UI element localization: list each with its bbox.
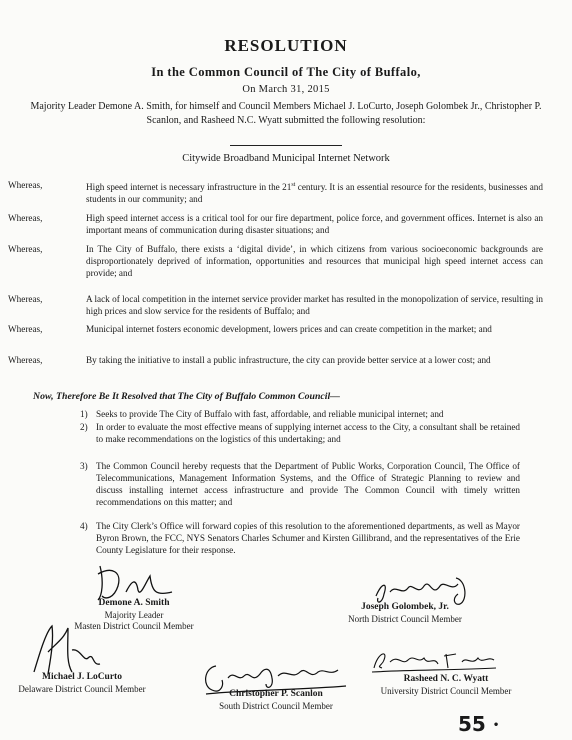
signature-block-smith: [64, 598, 204, 633]
item-number: 2): [80, 422, 88, 432]
whereas-label: Whereas,: [8, 244, 43, 254]
signer-name: Christopher P. Scanlon: [229, 689, 323, 699]
item-text: The City Clerk’s Office will forward copies of this resolution to the aforementioned departments, as well as Mayor Byron Brown, the FCC, NYS Senators Charles Schumer and Kirsten Gillibrand, and the representatives of the Erie County Legislature for their response.: [96, 521, 520, 555]
item-text: The Common Council hereby requests that the Department of Public Works, Corporation Council, The Office of Telecommunications, Management Information Systems, and the Office of Strategic Planning to review and discuss installing internet access infrastructure and provide The Common Council with timely written recommendations on this matter; and: [96, 461, 520, 507]
wyatt-signature-scrawl: [368, 646, 498, 674]
title-divider: [230, 145, 342, 146]
resolution-item: [80, 408, 520, 420]
signature-block-scanlon: [196, 689, 356, 712]
signer-district: South District Council Member: [219, 700, 333, 711]
item-number: 1): [80, 409, 88, 419]
whereas-clause: [8, 243, 543, 279]
document-title: RESOLUTION: [224, 36, 348, 55]
whereas-clause: [8, 293, 543, 317]
resolution-item: [80, 460, 520, 508]
signer-district: Delaware District Council Member: [18, 683, 146, 694]
page-number: [458, 712, 499, 736]
signer-name: Demone A. Smith: [98, 598, 170, 608]
whereas-text: By taking the initiative to install a public infrastructure, the city can provide better service at a lower cost; and: [86, 355, 491, 365]
signer-district: North District Council Member: [348, 613, 462, 624]
whereas-text: A lack of local competition in the internet service provider market has resulted in the monopolization of service, resulting in high prices and slow service for the residents of Buffalo; and: [86, 294, 543, 316]
signer-title: Majority Leader: [104, 609, 164, 620]
whereas-clause: [8, 179, 543, 205]
whereas-text: High speed internet access is a critical tool for our fire department, police force, and government offices. Internet is also an important means of communication during disaster situations; and: [86, 213, 543, 235]
intro-paragraph: Majority Leader Demone A. Smith, for himself and Council Members Michael J. LoCurto, Joseph Golombek Jr., Christopher P. Scanlon, and Rasheed N.C. Wyatt submitted the following resolution:: [30, 101, 542, 126]
whereas-text: In The City of Buffalo, there exists a ‘digital divide’, in which citizens from various socioeconomic backgrounds are disproportionately deprived of information, opportunities and resources that municipal high speed internet access can provide; and: [86, 244, 543, 278]
item-number: 3): [80, 461, 88, 471]
whereas-clause: [8, 212, 543, 236]
signer-name: Rasheed N. C. Wyatt: [403, 674, 489, 684]
signature-block-locurto: [2, 672, 162, 695]
signer-district: University District Council Member: [380, 685, 512, 696]
resolution-item: [80, 421, 520, 445]
page-number-value: 55: [458, 712, 486, 736]
whereas-label: Whereas,: [8, 180, 43, 190]
whereas-text: High speed internet is necessary infrastructure in the 21st century. It is an essential resource for the residents, businesses and students in our community; and: [86, 182, 543, 205]
item-text: Seeks to provide The City of Buffalo with fast, affordable, and reliable municipal internet; and: [96, 409, 444, 419]
signer-district: Masten District Council Member: [74, 621, 194, 631]
signer-name: Michael J. LoCurto: [42, 672, 122, 682]
whereas-label: Whereas,: [8, 294, 43, 304]
signature-block-wyatt: [356, 674, 536, 697]
resolution-item: [80, 520, 520, 556]
resolution-date: On March 31, 2015: [242, 84, 330, 95]
resolution-heading: Citywide Broadband Municipal Internet Network: [182, 153, 390, 164]
page-dot: •: [492, 720, 500, 731]
item-text: In order to evaluate the most effective means of supplying internet access to the City, a consultant shall be retained to make recommendations on the logistics of this undertaking; and: [96, 422, 520, 444]
whereas-text: Municipal internet fosters economic development, lowers prices and can create competition in the market; and: [86, 324, 492, 334]
signer-name: Joseph Golombek, Jr.: [361, 602, 449, 612]
whereas-clause: [8, 354, 543, 366]
item-number: 4): [80, 521, 88, 531]
whereas-label: Whereas,: [8, 355, 43, 365]
whereas-label: Whereas,: [8, 324, 43, 334]
signature-block-golombek: [320, 602, 490, 625]
council-subtitle: In the Common Council of The City of Buffalo,: [151, 65, 421, 79]
whereas-label: Whereas,: [8, 213, 43, 223]
resolved-heading: Now, Therefore Be It Resolved that The City of Buffalo Common Council—: [33, 391, 340, 402]
whereas-clause: [8, 323, 543, 335]
